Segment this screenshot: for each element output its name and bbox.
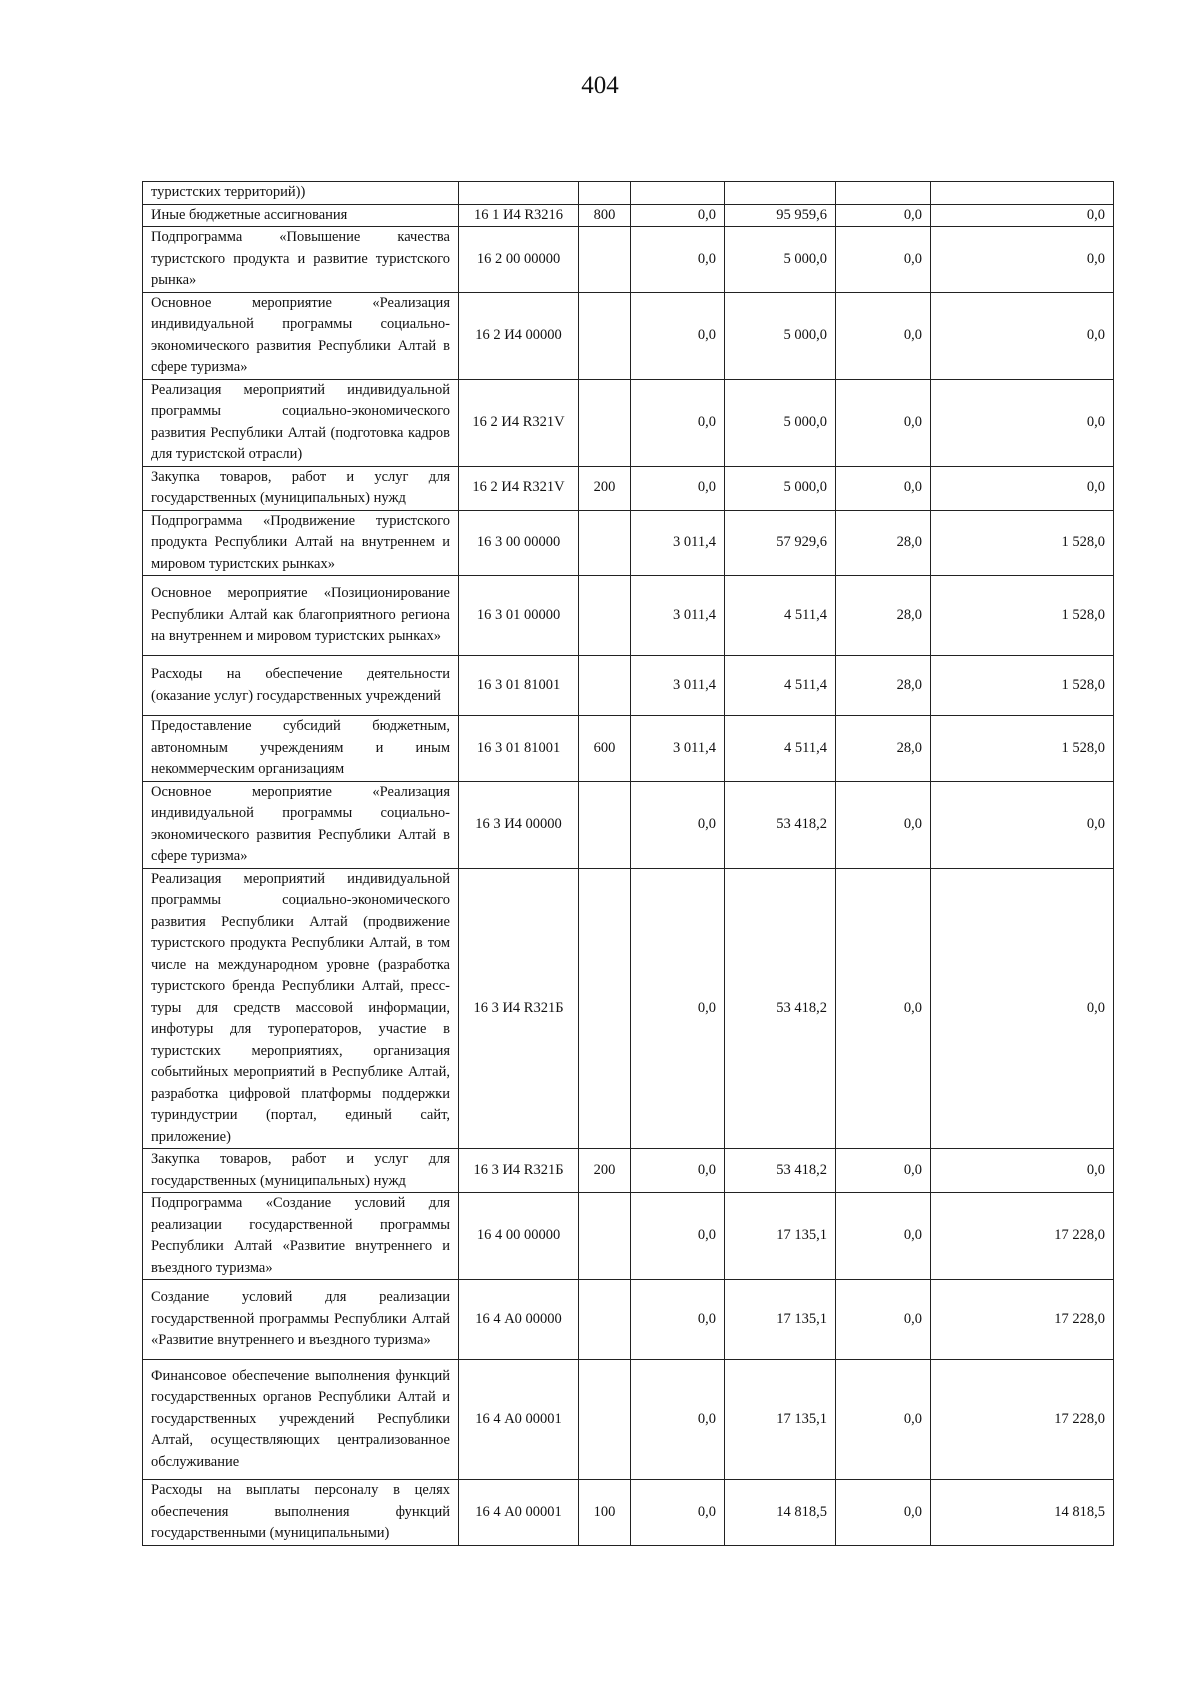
row-value-2: 17 135,1 <box>725 1280 836 1360</box>
table-row <box>143 1193 1114 1280</box>
row-expense-type: 200 <box>579 466 631 510</box>
row-value-3 <box>836 182 931 205</box>
row-value-1: 0,0 <box>631 1280 725 1360</box>
row-expense-type <box>579 292 631 379</box>
row-value-3: 0,0 <box>836 1360 931 1480</box>
row-value-3: 0,0 <box>836 781 931 868</box>
row-name: Подпрограмма «Продвижение туристского продукта Республики Алтай на внутреннем и мировом туристских рынках» <box>143 510 459 576</box>
table-row <box>143 656 1114 716</box>
row-value-2 <box>725 182 836 205</box>
table-row <box>143 1149 1114 1193</box>
row-code: 16 2 И4 R321V <box>459 379 579 466</box>
row-code: 16 3 01 81001 <box>459 656 579 716</box>
row-value-4: 0,0 <box>931 204 1114 227</box>
row-expense-type: 600 <box>579 716 631 782</box>
row-code: 16 2 00 00000 <box>459 227 579 293</box>
table-row <box>143 1360 1114 1480</box>
row-value-2: 4 511,4 <box>725 716 836 782</box>
row-value-3: 0,0 <box>836 204 931 227</box>
table-row <box>143 204 1114 227</box>
row-value-2: 53 418,2 <box>725 868 836 1149</box>
row-value-2: 4 511,4 <box>725 656 836 716</box>
row-value-2: 95 959,6 <box>725 204 836 227</box>
table-row <box>143 716 1114 782</box>
row-name: Закупка товаров, работ и услуг для государственных (муниципальных) нужд <box>143 466 459 510</box>
row-value-1: 0,0 <box>631 227 725 293</box>
row-name: Расходы на обеспечение деятельности (оказание услуг) государственных учреждений <box>143 656 459 716</box>
row-name: Подпрограмма «Повышение качества туристского продукта и развитие туристского рынка» <box>143 227 459 293</box>
row-code: 16 3 01 81001 <box>459 716 579 782</box>
row-value-4 <box>931 182 1114 205</box>
row-expense-type: 800 <box>579 204 631 227</box>
table-row <box>143 292 1114 379</box>
row-expense-type <box>579 1193 631 1280</box>
row-value-3: 0,0 <box>836 1149 931 1193</box>
row-expense-type <box>579 1280 631 1360</box>
table-row <box>143 1280 1114 1360</box>
table-row <box>143 379 1114 466</box>
budget-table <box>142 181 1114 1546</box>
row-value-1: 0,0 <box>631 379 725 466</box>
row-name: Реализация мероприятий индивидуальной программы социально-экономического развития Республики Алтай (подготовка кадров для туристской отрасли) <box>143 379 459 466</box>
row-value-4: 0,0 <box>931 227 1114 293</box>
row-value-4: 14 818,5 <box>931 1480 1114 1546</box>
row-name: Основное мероприятие «Реализация индивидуальной программы социально-экономического развития Республики Алтай в сфере туризма» <box>143 781 459 868</box>
row-value-2: 5 000,0 <box>725 227 836 293</box>
row-value-2: 57 929,6 <box>725 510 836 576</box>
row-name: Подпрограмма «Создание условий для реализации государственной программы Республики Алтай «Развитие внутреннего и въездного туризма» <box>143 1193 459 1280</box>
row-value-1: 0,0 <box>631 1360 725 1480</box>
row-value-2: 53 418,2 <box>725 1149 836 1193</box>
table-row <box>143 510 1114 576</box>
row-code: 16 4 А0 00001 <box>459 1360 579 1480</box>
table-row <box>143 1480 1114 1546</box>
row-name: туристских территорий)) <box>143 182 459 205</box>
row-value-4: 1 528,0 <box>931 510 1114 576</box>
row-value-4: 0,0 <box>931 466 1114 510</box>
row-value-2: 4 511,4 <box>725 576 836 656</box>
row-value-4: 0,0 <box>931 1149 1114 1193</box>
row-value-2: 17 135,1 <box>725 1193 836 1280</box>
row-expense-type <box>579 227 631 293</box>
row-name: Расходы на выплаты персоналу в целях обеспечения выполнения функций государственными (муниципальными) <box>143 1480 459 1546</box>
row-value-2: 5 000,0 <box>725 379 836 466</box>
row-value-4: 17 228,0 <box>931 1360 1114 1480</box>
row-value-3: 0,0 <box>836 1280 931 1360</box>
row-value-3: 28,0 <box>836 510 931 576</box>
row-expense-type <box>579 182 631 205</box>
row-value-1 <box>631 182 725 205</box>
row-code: 16 4 00 00000 <box>459 1193 579 1280</box>
row-value-3: 0,0 <box>836 1193 931 1280</box>
row-name: Предоставление субсидий бюджетным, автономным учреждениям и иным некоммерческим организациям <box>143 716 459 782</box>
row-name: Основное мероприятие «Позиционирование Республики Алтай как благоприятного региона на внутреннем и мировом туристских рынках» <box>143 576 459 656</box>
row-value-4: 1 528,0 <box>931 716 1114 782</box>
row-expense-type: 200 <box>579 1149 631 1193</box>
row-code: 16 3 И4 00000 <box>459 781 579 868</box>
row-value-3: 0,0 <box>836 466 931 510</box>
table-row <box>143 576 1114 656</box>
row-code: 16 4 А0 00000 <box>459 1280 579 1360</box>
row-name: Иные бюджетные ассигнования <box>143 204 459 227</box>
table-row <box>143 781 1114 868</box>
table-row <box>143 227 1114 293</box>
row-code: 16 3 И4 R321Б <box>459 1149 579 1193</box>
row-value-4: 17 228,0 <box>931 1193 1114 1280</box>
row-value-3: 0,0 <box>836 868 931 1149</box>
row-value-1: 3 011,4 <box>631 576 725 656</box>
row-code: 16 3 01 00000 <box>459 576 579 656</box>
row-value-1: 3 011,4 <box>631 656 725 716</box>
row-value-3: 28,0 <box>836 716 931 782</box>
row-name: Закупка товаров, работ и услуг для государственных (муниципальных) нужд <box>143 1149 459 1193</box>
row-value-1: 3 011,4 <box>631 510 725 576</box>
row-code: 16 1 И4 R3216 <box>459 204 579 227</box>
page-number: 404 <box>581 72 619 99</box>
row-value-4: 1 528,0 <box>931 576 1114 656</box>
row-name: Реализация мероприятий индивидуальной программы социально-экономического развития Республики Алтай (продвижение туристского продукта Республики Алтай, в том числе на международном уровне (разработка туристского бренда Республики Алтай, пресс-туры для средств массовой информации, инфотуры для туроператоров, участие в туристских мероприятиях, организация событийных мероприятий в Республике Алтай, разработка цифровой платформы поддержки туриндустрии (портал, единый сайт, приложение) <box>143 868 459 1149</box>
row-value-2: 53 418,2 <box>725 781 836 868</box>
table-row <box>143 868 1114 1149</box>
row-name: Создание условий для реализации государственной программы Республики Алтай «Развитие внутреннего и въездного туризма» <box>143 1280 459 1360</box>
row-value-4: 17 228,0 <box>931 1280 1114 1360</box>
row-expense-type <box>579 781 631 868</box>
row-value-3: 0,0 <box>836 379 931 466</box>
row-value-1: 0,0 <box>631 204 725 227</box>
row-value-3: 0,0 <box>836 227 931 293</box>
row-code: 16 4 А0 00001 <box>459 1480 579 1546</box>
row-value-4: 0,0 <box>931 868 1114 1149</box>
row-expense-type <box>579 656 631 716</box>
row-value-3: 28,0 <box>836 656 931 716</box>
row-value-4: 0,0 <box>931 379 1114 466</box>
row-value-1: 0,0 <box>631 781 725 868</box>
row-value-1: 0,0 <box>631 1480 725 1546</box>
row-code <box>459 182 579 205</box>
row-expense-type: 100 <box>579 1480 631 1546</box>
row-value-3: 28,0 <box>836 576 931 656</box>
row-name: Основное мероприятие «Реализация индивидуальной программы социально-экономического развития Республики Алтай в сфере туризма» <box>143 292 459 379</box>
row-value-1: 0,0 <box>631 1193 725 1280</box>
row-value-3: 0,0 <box>836 1480 931 1546</box>
row-value-3: 0,0 <box>836 292 931 379</box>
row-expense-type <box>579 379 631 466</box>
row-expense-type <box>579 868 631 1149</box>
row-value-1: 0,0 <box>631 292 725 379</box>
row-value-4: 1 528,0 <box>931 656 1114 716</box>
row-name: Финансовое обеспечение выполнения функций государственных органов Республики Алтай и государственных учреждений Республики Алтай, осуществляющих централизованное обслуживание <box>143 1360 459 1480</box>
row-code: 16 2 И4 00000 <box>459 292 579 379</box>
row-value-1: 0,0 <box>631 868 725 1149</box>
row-value-1: 0,0 <box>631 1149 725 1193</box>
table-row <box>143 182 1114 205</box>
row-code: 16 3 00 00000 <box>459 510 579 576</box>
row-value-2: 17 135,1 <box>725 1360 836 1480</box>
row-code: 16 3 И4 R321Б <box>459 868 579 1149</box>
row-value-1: 3 011,4 <box>631 716 725 782</box>
row-value-2: 14 818,5 <box>725 1480 836 1546</box>
row-expense-type <box>579 510 631 576</box>
row-value-4: 0,0 <box>931 292 1114 379</box>
table-row <box>143 466 1114 510</box>
row-expense-type <box>579 576 631 656</box>
row-value-2: 5 000,0 <box>725 466 836 510</box>
row-value-2: 5 000,0 <box>725 292 836 379</box>
row-code: 16 2 И4 R321V <box>459 466 579 510</box>
row-value-1: 0,0 <box>631 466 725 510</box>
row-value-4: 0,0 <box>931 781 1114 868</box>
row-expense-type <box>579 1360 631 1480</box>
